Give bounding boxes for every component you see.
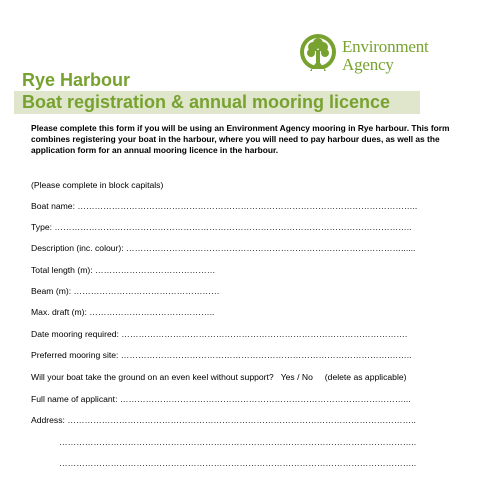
- logo-line-2: Agency: [342, 55, 394, 74]
- field-label: Total length (m):: [31, 265, 93, 275]
- fill-line: ……………………………………………………………………………………......: [126, 243, 416, 253]
- address-field[interactable]: [31, 415, 416, 426]
- fill-line: ………………………………………………………………………………………………………..: [77, 201, 418, 211]
- fill-line: ……………………………………………………………………………………………………………..: [59, 437, 417, 447]
- block-capitals-instruction: (Please complete in block capitals): [31, 180, 164, 190]
- fill-line: ……………………………………: [95, 265, 216, 275]
- beam-field[interactable]: [31, 286, 220, 297]
- form-title: Boat registration & annual mooring licence: [22, 92, 391, 112]
- address-line-2[interactable]: [59, 437, 416, 448]
- field-label: Address:: [31, 415, 65, 425]
- fill-line: ………………………………………………………………………………….……..: [120, 350, 412, 360]
- field-label: Description (inc. colour):: [31, 243, 124, 253]
- field-label: Max. draft (m):: [31, 307, 87, 317]
- type-field[interactable]: [31, 222, 412, 233]
- preferred-mooring-field[interactable]: [31, 350, 412, 361]
- applicant-name-field[interactable]: [31, 394, 411, 405]
- fill-line: ……………………………………………………………………………………………………………..: [59, 458, 417, 468]
- fill-line: ……………………………………………………………………………………….: [121, 329, 408, 339]
- fill-line: ……………………………………………………………………………………………………………..: [54, 222, 412, 232]
- environment-agency-logo: [298, 33, 448, 83]
- field-label: Boat name:: [31, 201, 75, 211]
- field-label: Type:: [31, 222, 53, 232]
- field-label: Full name of applicant:: [31, 394, 118, 404]
- fill-line: ………………………………………………………………………………………...: [119, 394, 411, 404]
- fill-line: …………………………………………………………………………………………………………..: [67, 415, 416, 425]
- location-title: Rye Harbour: [22, 70, 131, 90]
- even-keel-question[interactable]: [31, 372, 407, 383]
- tree-figure-icon: [298, 33, 338, 77]
- total-length-field[interactable]: [31, 265, 215, 276]
- logo-wordmark: [342, 38, 429, 74]
- max-draft-field[interactable]: [31, 307, 214, 318]
- boat-name-field[interactable]: [31, 201, 417, 212]
- description-field[interactable]: [31, 243, 415, 254]
- logo-line-1: Environment: [342, 37, 429, 56]
- fill-line: ……………………………………..: [89, 307, 215, 317]
- intro-paragraph: Please complete this form if you will be using an Environment Agency mooring in Rye harbour. This form combines registering your boat in the harbour, where you will need to pay harbour dues, as well as the application form for an annual mooring licence in the harbour.: [31, 123, 450, 155]
- fill-line: ……………………………………………: [73, 286, 220, 296]
- date-mooring-field[interactable]: [31, 329, 407, 340]
- field-label: Date mooring required:: [31, 329, 119, 339]
- address-line-3[interactable]: [59, 458, 416, 469]
- field-label: Will your boat take the ground on an even keel without support? Yes / No (delete as applicable): [31, 372, 407, 382]
- field-label: Beam (m):: [31, 286, 72, 296]
- field-label: Preferred mooring site:: [31, 350, 119, 360]
